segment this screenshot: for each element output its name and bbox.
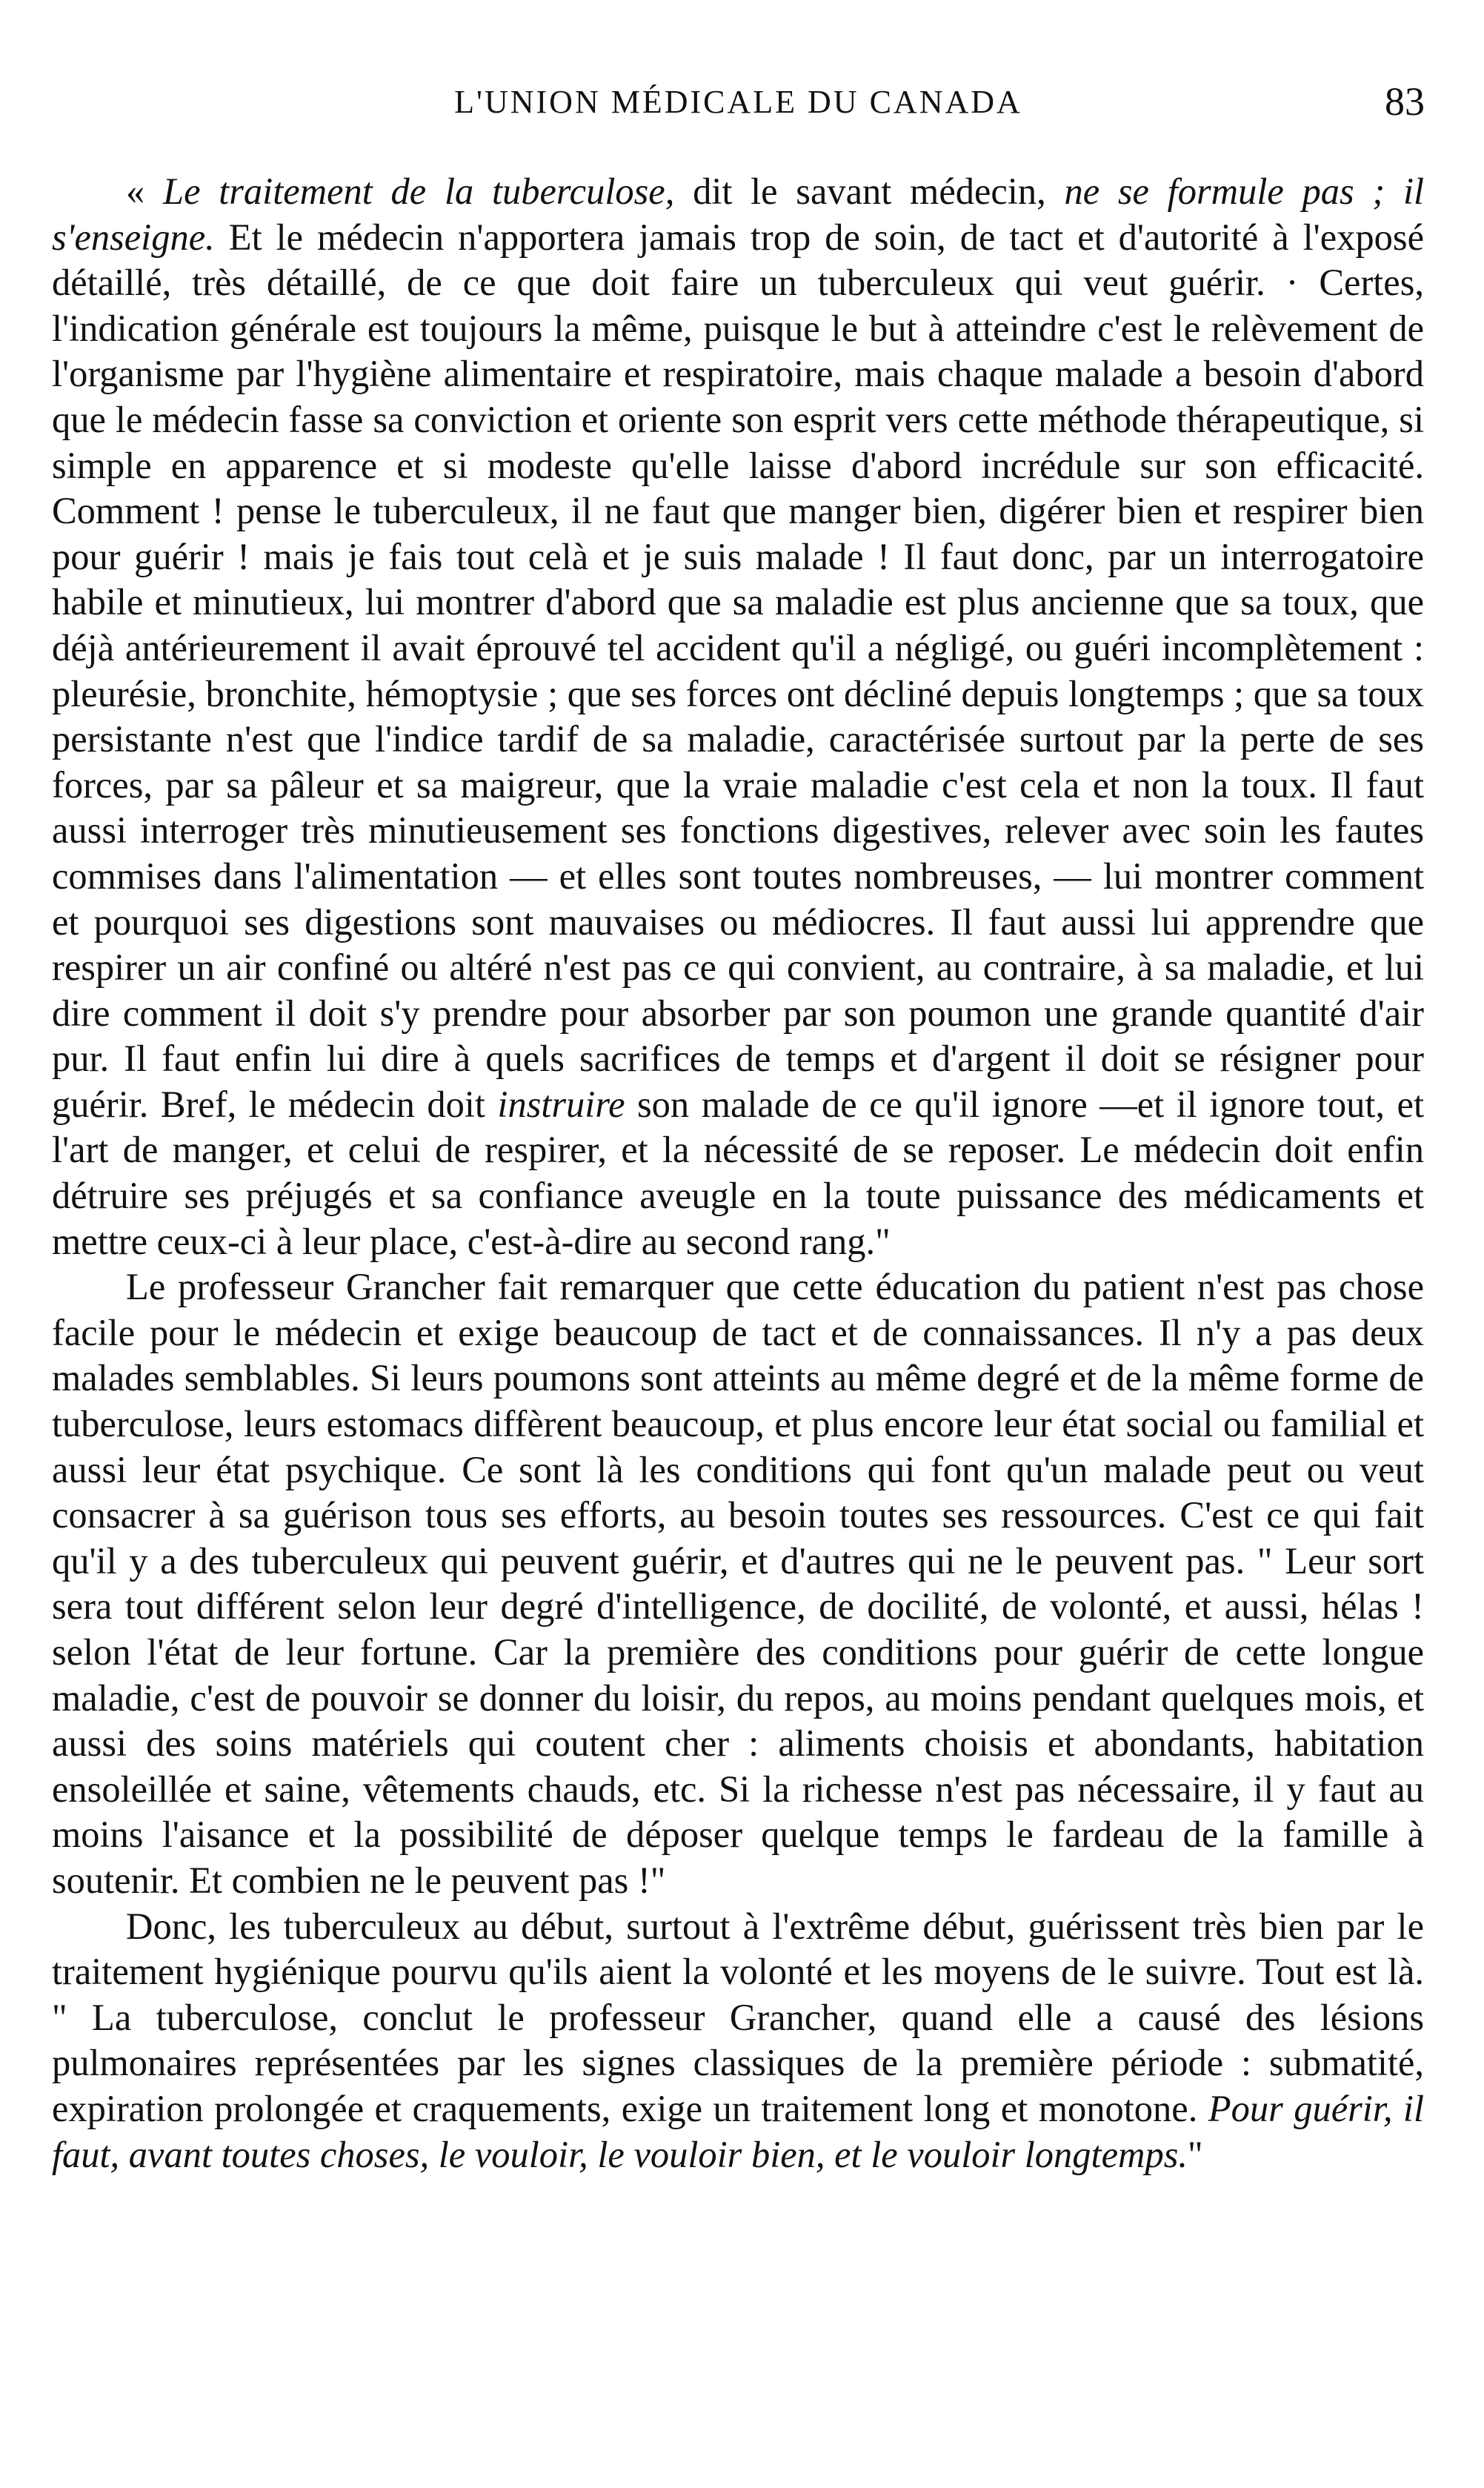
journal-title: L'UNION MÉDICALE DU CANADA	[454, 84, 1022, 120]
text-run: Donc, les tuberculeux au début, surtout à l'extrême début, guérissent très bien par le traitement hygiénique pourvu qu'ils aient la volonté et les moyens de le suivre. Tout est là. " La tuberculose, conclut le professeur Grancher, quand elle a causé des lésions pulmonaires représentées par les signes classiques de la première période : submatité, expiration prolongée et craquements, exige un traitement long et monotone.	[52, 1905, 1424, 2129]
italic-run: ne se formule pas ; il s'enseigne.	[52, 170, 1425, 258]
text-run: Et le médecin n'apportera jamais trop de soin, de tact et d'autorité à l'exposé détaillé, très détaillé, de ce que doit faire un tuberculeux qui veut guérir. · Certes, l'indication générale est toujours la même, puisque le but à atteindre c'est le relèvement de l'organisme par l'hygiène alimentaire et respiratoire, mais chaque malade a besoin d'abord que le médecin fasse sa conviction et oriente son esprit vers cette méthode thérapeutique, si simple en apparence et si modeste qu'elle laisse d'abord incrédule sur son efficacité. Comment ! pense le tuberculeux, il ne faut que manger bien, digérer bien et respirer bien pour guérir ! mais je fais tout celà et je suis malade ! Il faut donc, par un interrogatoire habile et minutieux, lui montrer d'abord que sa maladie est plus ancienne que sa toux, que déjà antérieurement il avait éprouvé tel accident qu'il a négligé, ou guéri incomplètement : pleurésie, bronchite, hémoptysie ; que ses forces ont décliné depuis longtemps ; que sa toux persistante n'est que l'indice tardif de sa maladie, caractérisée surtout par la perte de ses forces, par sa pâleur et sa maigreur, que la vraie maladie c'est cela et non la toux. Il faut aussi interroger très minutieusement ses fonctions digestives, relever avec soin les fautes commises dans l'alimentation — et elles sont toutes nombreuses, — lui montrer comment et pourquoi ses digestions sont mauvaises ou médiocres. Il faut aussi lui apprendre que respirer un air confiné ou altéré n'est pas ce qui convient, au contraire, à sa maladie, et lui dire comment il doit s'y prendre pour absorber par son poumon une grande quantité d'air pur. Il faut enfin lui dire à quels sacrifices de temps et d'argent il doit se résigner pour guérir. Bref, le médecin doit	[52, 216, 1424, 1125]
text-run: "	[1188, 2133, 1203, 2175]
article-body	[52, 169, 1424, 2177]
paragraph-1	[52, 169, 1424, 1264]
text-run: «	[126, 170, 163, 212]
text-run: son malade de ce qu'il ignore —et il ignore tout, et l'art de manger, et celui de respirer, et la nécessité de se reposer. Le médecin doit enfin détruire ses préjugés et sa confiance aveugle en la toute puissance des médicaments et mettre ceux-ci à leur place, c'est-à-dire au second rang."	[52, 1083, 1424, 1262]
italic-run: Pour guérir, il faut, avant toutes choses, le vouloir, le vouloir bien, et le vouloir longtemps.	[52, 2087, 1424, 2175]
text-run: Le professeur Grancher fait remarquer que cette éducation du patient n'est pas chose facile pour le médecin et exige beaucoup de tact et de connaissances. Il n'y a pas deux malades semblables. Si leurs poumons sont atteints au même degré et de la même forme de tuberculose, leurs estomacs diffèrent beaucoup, et plus encore leur état social ou familial et aussi leur état psychique. Ce sont là les conditions qui font qu'un malade peut ou veut consacrer à sa guérison tous ses efforts, au besoin toutes ses ressources. C'est ce qui fait qu'il y a des tuberculeux qui peuvent guérir, et d'autres qui ne le peuvent pas. " Leur sort sera tout différent selon leur degré d'intelligence, de docilité, de volonté, et aussi, hélas ! selon l'état de leur fortune. Car la première des conditions pour guérir de cette longue maladie, c'est de pouvoir se donner du loisir, du repos, au moins pendant quelques mois, et aussi des soins matériels qui coutent cher : aliments choisis et abondants, habitation ensoleillée et saine, vêtements chauds, etc. Si la richesse n'est pas nécessaire, il y faut au moins l'aisance et la possibilité de déposer quelque temps le fardeau de la famille à soutenir. Et combien ne le peuvent pas !"	[52, 1266, 1424, 1901]
paragraph-2	[52, 1264, 1424, 1903]
text-run: dit le savant médecin,	[674, 170, 1065, 212]
italic-run: instruire	[497, 1083, 625, 1125]
paragraph-3	[52, 1904, 1424, 2178]
page-number: 83	[1385, 79, 1425, 124]
italic-run: Le traitement de la tuberculose,	[163, 170, 675, 212]
running-header	[52, 79, 1425, 135]
